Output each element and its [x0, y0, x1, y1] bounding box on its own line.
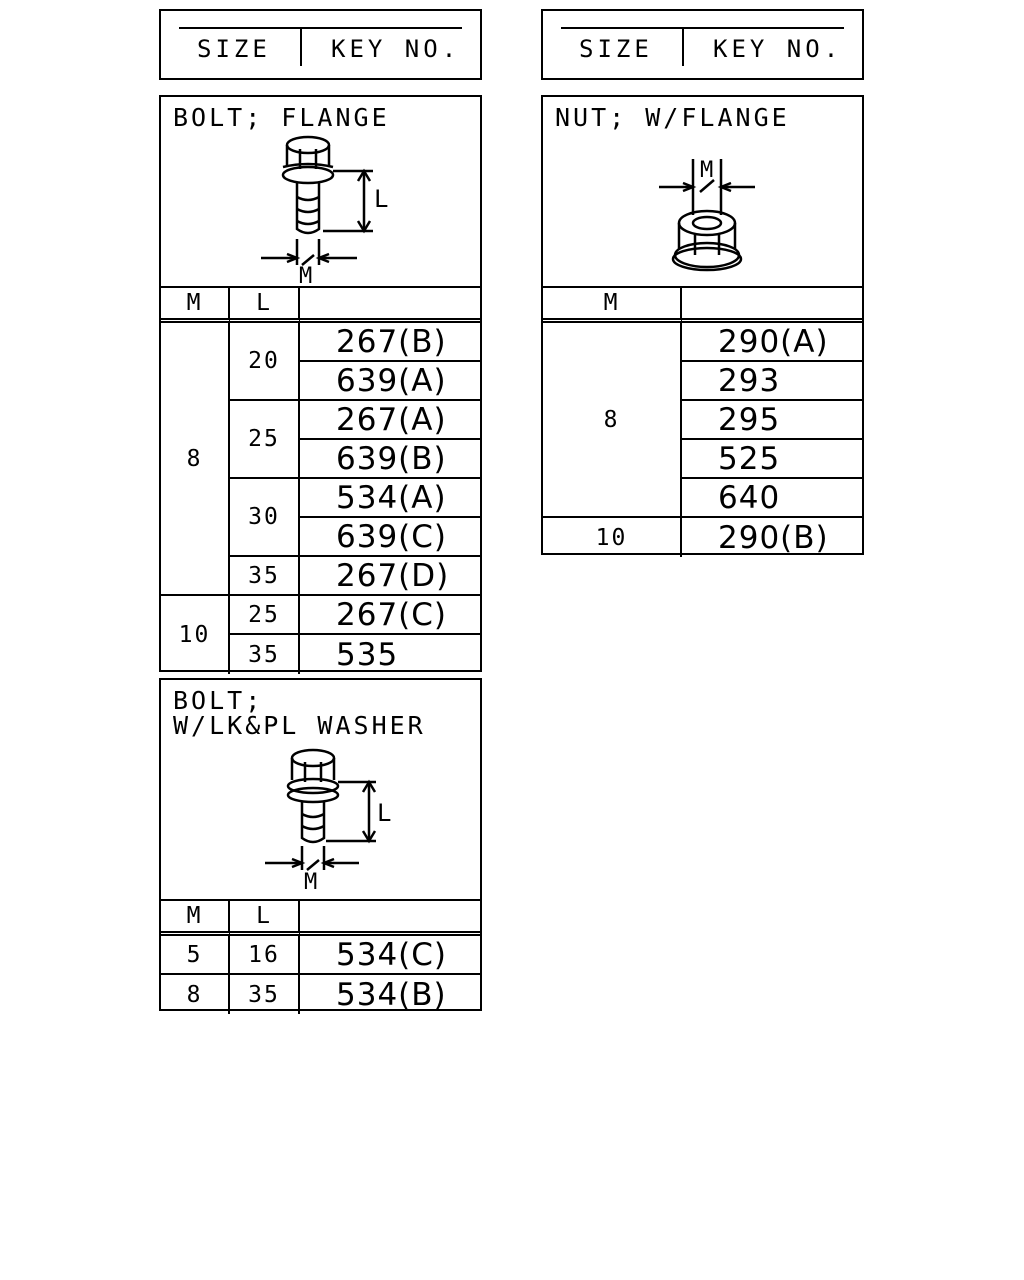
key-no-cell: 267(D) — [300, 557, 480, 596]
l-cell: 30 — [230, 479, 300, 557]
header-rule — [561, 27, 844, 29]
l-cell: 35 — [230, 975, 300, 1014]
key-no-label: KEY NO. — [331, 35, 461, 63]
size-key-header-right — [541, 9, 864, 80]
col-header-m: M — [543, 288, 682, 323]
dim-m-label: M — [700, 158, 714, 183]
key-no-cell: 525 — [682, 440, 862, 479]
l-cell: 35 — [230, 635, 300, 674]
col-header-key — [682, 288, 862, 323]
key-no-label: KEY NO. — [713, 35, 843, 63]
l-cell: 25 — [230, 596, 300, 635]
key-no-cell: 267(B) — [300, 323, 480, 362]
dim-m-label: M — [299, 264, 313, 289]
header-divider — [682, 29, 684, 66]
key-no-cell: 639(C) — [300, 518, 480, 557]
key-no-cell: 534(C) — [300, 936, 480, 975]
m-cell: 5 — [161, 936, 230, 975]
flange-bolt-icon — [161, 97, 484, 287]
size-label: SIZE — [579, 35, 653, 63]
key-no-cell: 639(A) — [300, 362, 480, 401]
key-no-cell: 534(A) — [300, 479, 480, 518]
key-no-cell: 639(B) — [300, 440, 480, 479]
key-no-cell: 290(A) — [682, 323, 862, 362]
bolt-flange-panel — [159, 95, 482, 672]
bolt-washer-panel — [159, 678, 482, 1011]
m-cell: 8 — [161, 975, 230, 1014]
nut-flange-table — [543, 286, 862, 557]
key-no-cell: 640 — [682, 479, 862, 518]
header-rule — [179, 27, 462, 29]
key-no-cell: 267(C) — [300, 596, 480, 635]
col-header-l: L — [230, 901, 300, 936]
l-cell: 25 — [230, 401, 300, 479]
l-cell: 20 — [230, 323, 300, 401]
col-header-key — [300, 901, 480, 936]
nut-flange-panel — [541, 95, 864, 555]
col-header-key — [300, 288, 480, 323]
dim-m-label: M — [304, 870, 318, 895]
size-label: SIZE — [197, 35, 271, 63]
l-cell: 35 — [230, 557, 300, 596]
size-key-header-left — [159, 9, 482, 80]
m-cell: 8 — [161, 323, 230, 596]
key-no-cell: 295 — [682, 401, 862, 440]
bolt-washer-title-line2: W/LK&PL WASHER — [173, 711, 426, 740]
key-no-cell: 535 — [336, 636, 399, 673]
key-no-cell: 293 — [682, 362, 862, 401]
m-cell: 10 — [543, 518, 682, 557]
key-no-cell: 290(B) — [718, 519, 829, 556]
bolt-washer-table — [161, 899, 480, 1014]
dim-l-label: L — [374, 185, 389, 213]
l-cell: 16 — [230, 936, 300, 975]
col-header-m: M — [161, 901, 230, 936]
key-no-cell: 534(B) — [336, 976, 447, 1013]
bolt-washer-title-line1: BOLT; — [173, 686, 264, 715]
washer-bolt-icon — [161, 680, 484, 900]
key-no-cell: 267(A) — [300, 401, 480, 440]
col-header-l: L — [230, 288, 300, 323]
dim-l-label: L — [377, 799, 392, 827]
flange-nut-icon — [543, 97, 866, 287]
m-cell: 8 — [543, 323, 682, 518]
bolt-flange-title: BOLT; FLANGE — [173, 103, 390, 132]
col-header-m: M — [161, 288, 230, 323]
m-cell: 10 — [161, 596, 230, 674]
bolt-flange-table — [161, 286, 480, 674]
header-divider — [300, 29, 302, 66]
nut-flange-title: NUT; W/FLANGE — [555, 103, 790, 132]
